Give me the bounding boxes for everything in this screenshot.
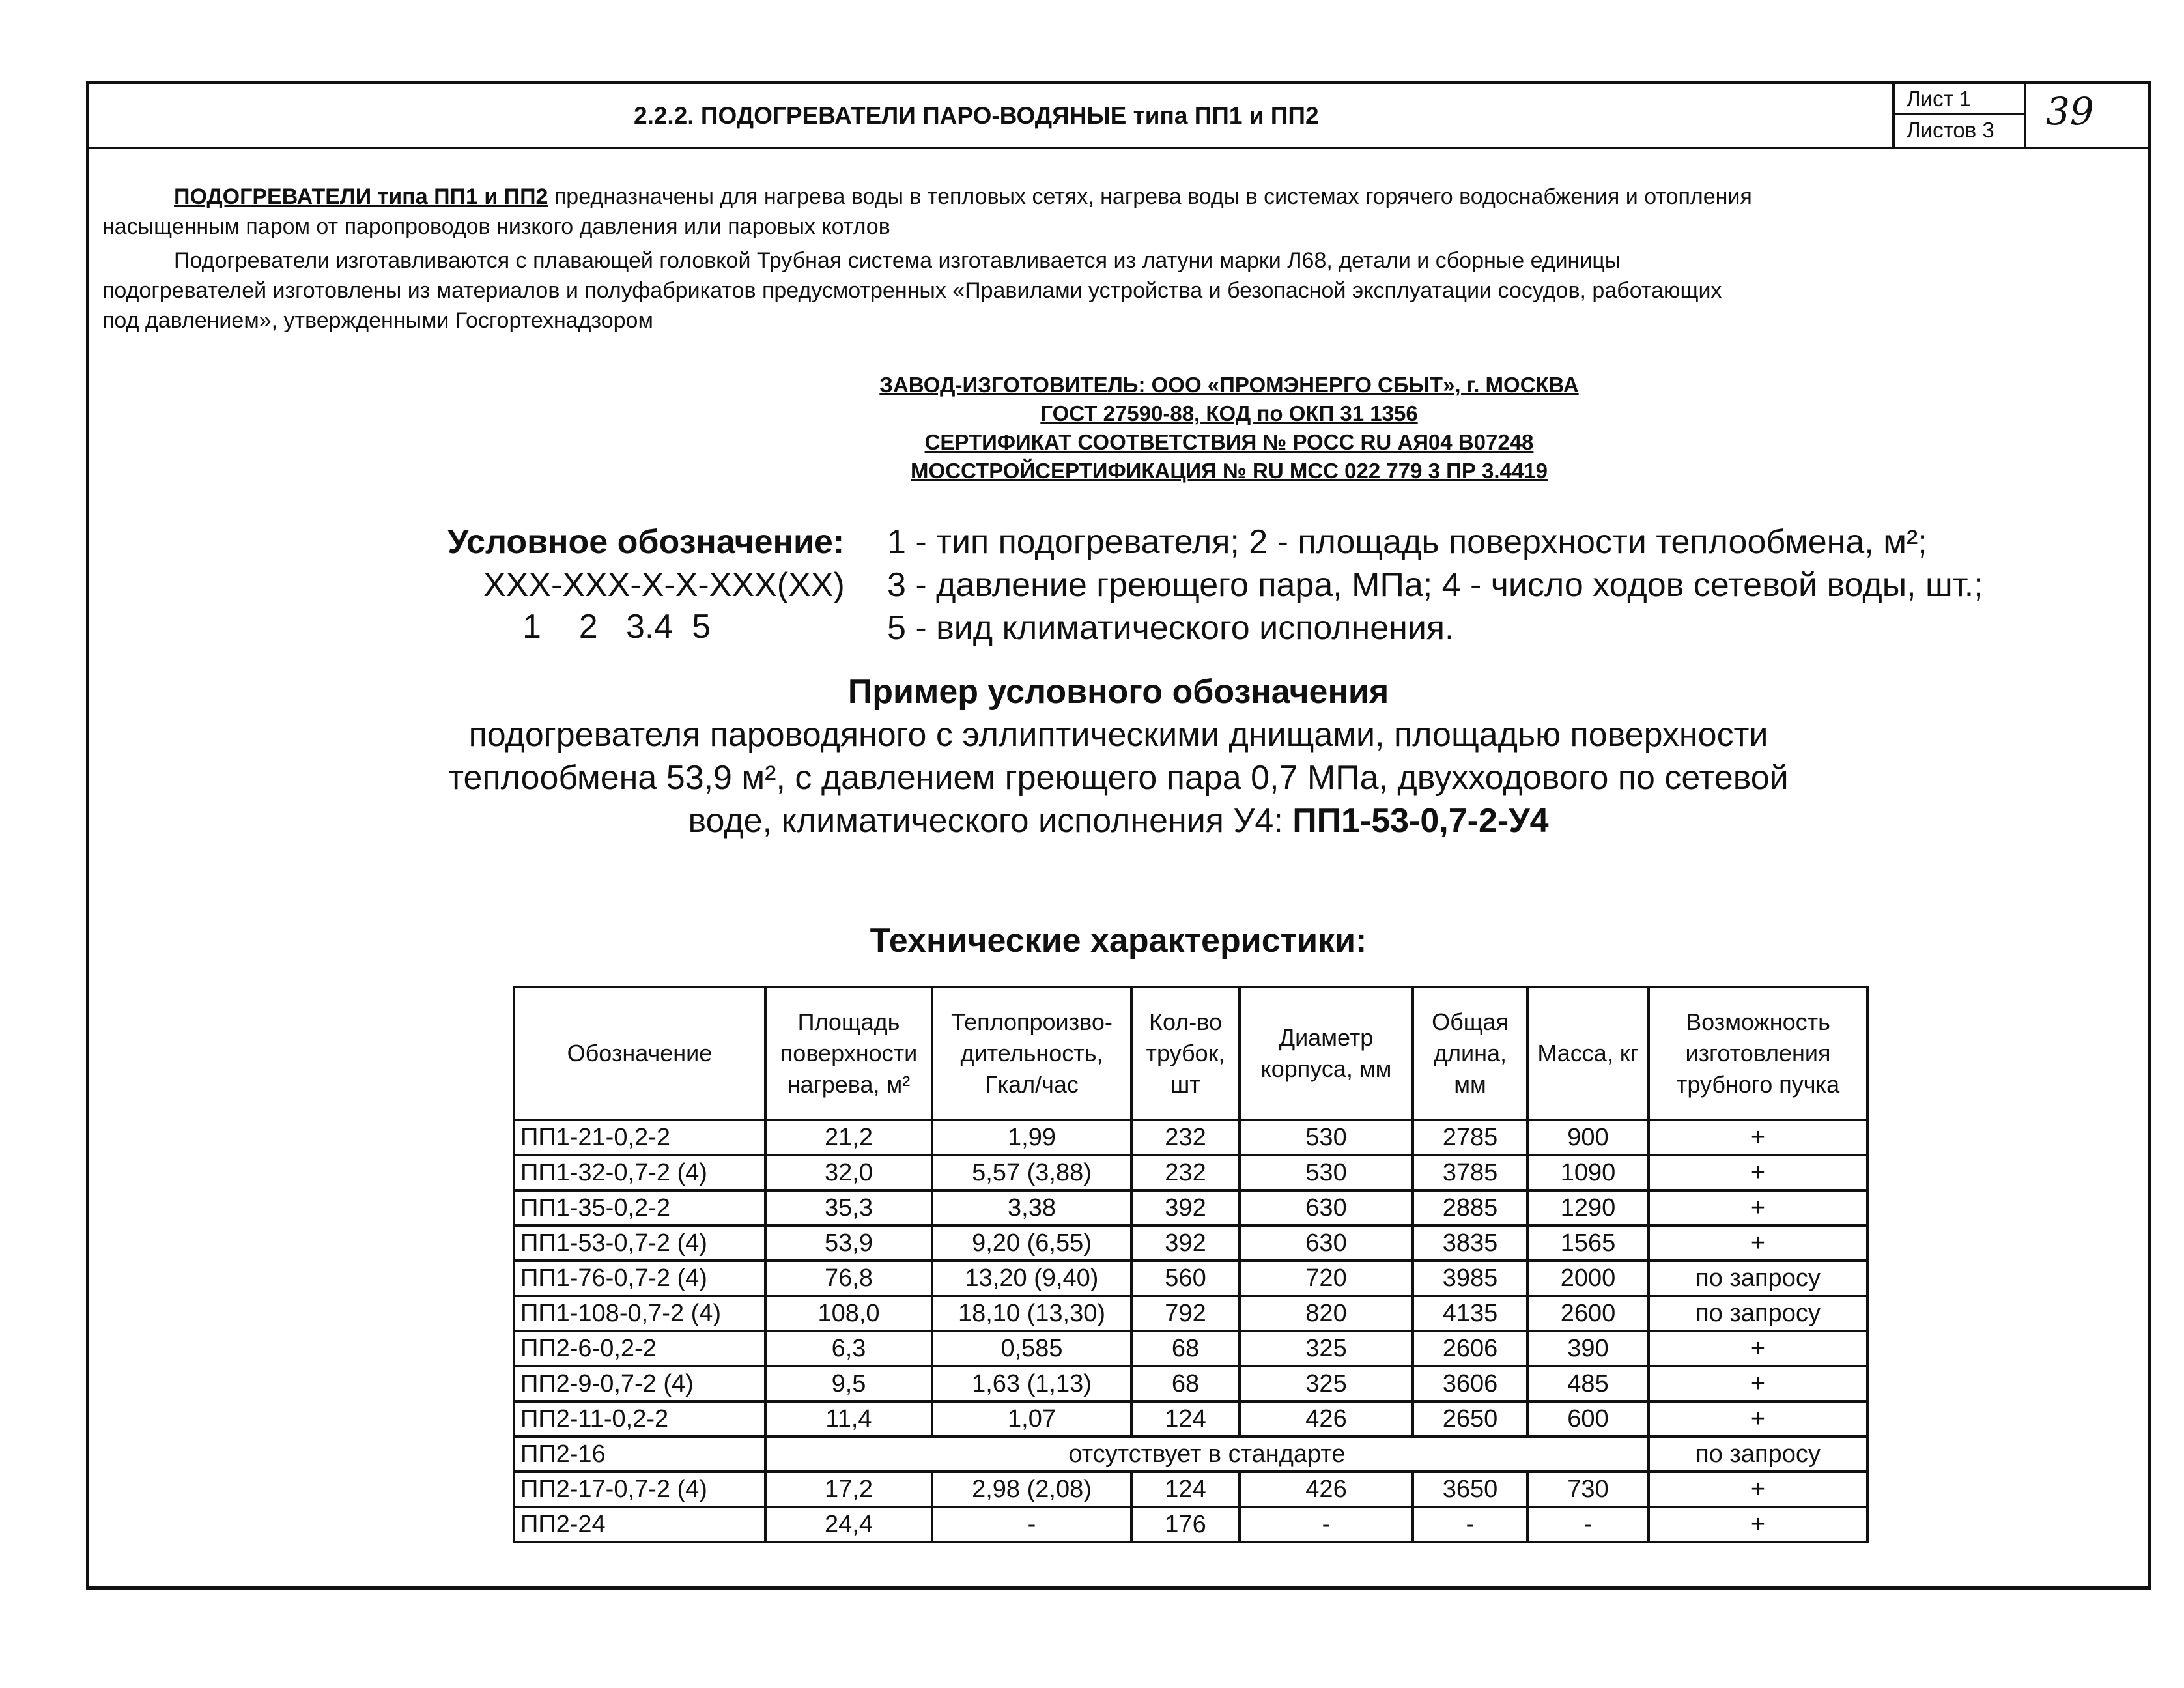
col-header-tubes: Кол-во трубок, шт [1131, 987, 1240, 1120]
col-header-diameter: Диаметр корпуса, мм [1240, 987, 1413, 1120]
cell-capacity: - [932, 1507, 1131, 1542]
intro-paragraph-2-line-2: подогревателей изготовлены из материалов и полуфабрикатов предусмотренных «Правилами устройства и безопасной эксплуатации сосудов, работающих [102, 278, 1722, 303]
cell-designation: ПП2-16 [514, 1437, 765, 1472]
cell-diameter: 426 [1240, 1401, 1413, 1437]
cell-area: 11,4 [765, 1401, 932, 1437]
cell-designation: ПП1-76-0,7-2 (4) [514, 1261, 765, 1296]
cell-tubes: 68 [1131, 1366, 1240, 1401]
cell-bundle: по запросу [1649, 1296, 1867, 1331]
col-header-length: Общая длина, мм [1413, 987, 1527, 1120]
cell-capacity: 3,38 [932, 1190, 1131, 1225]
cell-tubes: 124 [1131, 1472, 1240, 1507]
cell-capacity: 1,99 [932, 1120, 1131, 1155]
cell-mass: 730 [1527, 1472, 1649, 1507]
cell-designation: ПП1-35-0,2-2 [514, 1190, 765, 1225]
cell-diameter: 720 [1240, 1261, 1413, 1296]
col-header-mass: Масса, кг [1527, 987, 1649, 1120]
example-line-3 [89, 799, 2148, 842]
intro-paragraph-1-line-2: насыщенным паром от паропроводов низкого давления или паровых котлов [102, 214, 890, 239]
cell-tubes: 392 [1131, 1190, 1240, 1225]
intro-lead: ПОДОГРЕВАТЕЛИ типа ПП1 и ПП2 [174, 184, 548, 209]
cell-area: 6,3 [765, 1331, 932, 1366]
cell-capacity: 0,585 [932, 1331, 1131, 1366]
example-line-2: теплообмена 53,9 м², с давлением греющего пара 0,7 МПа, двухходового по сетевой [448, 759, 1789, 797]
certificate-line: СЕРТИФИКАТ СООТВЕТСТВИЯ № РОСС RU АЯ04 В07248 [924, 430, 1534, 454]
cell-area: 35,3 [765, 1190, 932, 1225]
col-header-bundle: Возможность изготовления трубного пучка [1649, 987, 1867, 1120]
cell-diameter: 530 [1240, 1155, 1413, 1190]
title-block [89, 84, 2148, 149]
cell-mass: - [1527, 1507, 1649, 1542]
cell-designation: ПП2-17-0,7-2 (4) [514, 1472, 765, 1507]
cell-diameter: 325 [1240, 1366, 1413, 1401]
col-header-capacity: Теплопроизво-дительность, Гкал/час [932, 987, 1131, 1120]
table-row [514, 1366, 1867, 1401]
table-row [514, 1472, 1867, 1507]
table-row [514, 1261, 1867, 1296]
manufacturer-line: ЗАВОД-ИЗГОТОВИТЕЛЬ: ООО «ПРОМЭНЕРГО СБЫТ», г. МОСКВА [879, 373, 1579, 397]
cell-bundle: по запросу [1649, 1437, 1867, 1472]
example-code: ПП1-53-0,7-2-У4 [1292, 802, 1549, 840]
cell-designation: ПП2-24 [514, 1507, 765, 1542]
intro-paragraph-2-line-1: Подогреватели изготавливаются с плавающей головкой Трубная система изготавливается из латуни марки Л68, детали и сборные единицы [174, 248, 1621, 273]
cell-diameter: 820 [1240, 1296, 1413, 1331]
sheets-total-label: Листов 3 [1907, 118, 1994, 142]
cell-area: 17,2 [765, 1472, 932, 1507]
cell-length: - [1413, 1507, 1527, 1542]
cell-absent-note: отсутствует в стандарте [765, 1437, 1649, 1472]
cell-designation: ПП1-108-0,7-2 (4) [514, 1296, 765, 1331]
cell-mass: 900 [1527, 1120, 1649, 1155]
designation-legend-2: 3 - давление греющего пара, МПа; 4 - число ходов сетевой воды, шт.; [887, 566, 1983, 604]
cell-capacity: 1,07 [932, 1401, 1131, 1437]
table-row [514, 1225, 1867, 1261]
cell-tubes: 176 [1131, 1507, 1240, 1542]
table-row [514, 1120, 1867, 1155]
cell-bundle: + [1649, 1401, 1867, 1437]
cell-capacity: 13,20 (9,40) [932, 1261, 1131, 1296]
cell-mass: 390 [1527, 1331, 1649, 1366]
table-row [514, 1155, 1867, 1190]
cell-mass: 1090 [1527, 1155, 1649, 1190]
cell-capacity: 5,57 (3,88) [932, 1155, 1131, 1190]
cell-length: 3650 [1413, 1472, 1527, 1507]
designation-legend-1: 1 - тип подогревателя; 2 - площадь поверхности теплообмена, м²; [887, 523, 1927, 561]
col-header-area: Площадь поверхности нагрева, м² [765, 987, 932, 1120]
cell-length: 3785 [1413, 1155, 1527, 1190]
designation-label: Условное обозначение: [447, 523, 845, 561]
cell-tubes: 792 [1131, 1296, 1240, 1331]
cell-area: 53,9 [765, 1225, 932, 1261]
cell-diameter: 325 [1240, 1331, 1413, 1366]
cell-mass: 2600 [1527, 1296, 1649, 1331]
intro-paragraph-2-line-3: под давлением», утвержденными Госгортехнадзором [102, 308, 653, 333]
certificates-block [643, 371, 1815, 494]
intro-paragraph-1-line-1 [174, 182, 2184, 212]
cell-bundle: + [1649, 1155, 1867, 1190]
cell-bundle: по запросу [1649, 1261, 1867, 1296]
document-sheet [86, 81, 2151, 1590]
page-number: 39 [2046, 89, 2094, 134]
cell-length: 3835 [1413, 1225, 1527, 1261]
col-header-designation: Обозначение [514, 987, 765, 1120]
cell-length: 2650 [1413, 1401, 1527, 1437]
table-row [514, 1507, 1867, 1542]
cell-length: 2785 [1413, 1120, 1527, 1155]
cell-length: 2606 [1413, 1331, 1527, 1366]
gost-line: ГОСТ 27590-88, КОД по ОКП 31 1356 [1040, 401, 1418, 425]
table-row [514, 1401, 1867, 1437]
cell-diameter: - [1240, 1507, 1413, 1542]
cell-length: 3606 [1413, 1366, 1527, 1401]
cell-length: 2885 [1413, 1190, 1527, 1225]
cell-tubes: 560 [1131, 1261, 1240, 1296]
page-number-cell [2024, 84, 2148, 147]
cell-tubes: 232 [1131, 1120, 1240, 1155]
table-row [514, 1437, 1867, 1472]
cell-designation: ПП1-21-0,2-2 [514, 1120, 765, 1155]
sheet-label: Лист 1 [1895, 84, 2024, 115]
cell-tubes: 392 [1131, 1225, 1240, 1261]
cell-capacity: 1,63 (1,13) [932, 1366, 1131, 1401]
cell-mass: 485 [1527, 1366, 1649, 1401]
cell-designation: ПП2-11-0,2-2 [514, 1401, 765, 1437]
cell-tubes: 232 [1131, 1155, 1240, 1190]
designation-legend-3: 5 - вид климатического исполнения. [887, 609, 1454, 647]
designation-pattern: ХХХ-ХХХ-Х-Х-ХХХ(ХХ) [483, 566, 845, 604]
specs-title: Технические характеристики: [870, 922, 1367, 960]
cell-diameter: 426 [1240, 1472, 1413, 1507]
example-title: Пример условного обозначения [847, 673, 1389, 711]
cell-mass: 1565 [1527, 1225, 1649, 1261]
intro-text: предназначены для нагрева воды в тепловых сетях, нагрева воды в системах горячего водоснабжения и отопления [548, 184, 1752, 209]
cell-bundle: + [1649, 1507, 1867, 1542]
cell-diameter: 630 [1240, 1190, 1413, 1225]
example-line-3-text: воде, климатического исполнения У4: [688, 802, 1293, 840]
designation-positions: 1 2 3.4 5 [522, 608, 711, 646]
cell-capacity: 9,20 (6,55) [932, 1225, 1131, 1261]
specs-table [513, 986, 1869, 1543]
cell-tubes: 68 [1131, 1331, 1240, 1366]
cell-capacity: 2,98 (2,08) [932, 1472, 1131, 1507]
cell-length: 4135 [1413, 1296, 1527, 1331]
cell-bundle: + [1649, 1120, 1867, 1155]
table-row [514, 1190, 1867, 1225]
table-header-row [514, 987, 1867, 1120]
cell-length: 3985 [1413, 1261, 1527, 1296]
cell-bundle: + [1649, 1225, 1867, 1261]
mosstroy-line: МОССТРОЙСЕРТИФИКАЦИЯ № RU МСС 022 779 3 ПР 3.4419 [911, 459, 1548, 483]
cell-area: 108,0 [765, 1296, 932, 1331]
cell-area: 76,8 [765, 1261, 932, 1296]
cell-mass: 1290 [1527, 1190, 1649, 1225]
cell-mass: 2000 [1527, 1261, 1649, 1296]
cell-diameter: 530 [1240, 1120, 1413, 1155]
cell-area: 24,4 [765, 1507, 932, 1542]
cell-tubes: 124 [1131, 1401, 1240, 1437]
table-row [514, 1296, 1867, 1331]
table-row [514, 1331, 1867, 1366]
cell-area: 21,2 [765, 1120, 932, 1155]
cell-designation: ПП1-32-0,7-2 (4) [514, 1155, 765, 1190]
cell-bundle: + [1649, 1331, 1867, 1366]
sheet-counter [1892, 84, 2024, 147]
section-title: 2.2.2. ПОДОГРЕВАТЕЛИ ПАРО-ВОДЯНЫЕ типа ПП1 и ПП2 [634, 102, 1319, 129]
cell-bundle: + [1649, 1472, 1867, 1507]
cell-designation: ПП1-53-0,7-2 (4) [514, 1225, 765, 1261]
cell-designation: ПП2-9-0,7-2 (4) [514, 1366, 765, 1401]
cell-designation: ПП2-6-0,2-2 [514, 1331, 765, 1366]
cell-bundle: + [1649, 1366, 1867, 1401]
cell-bundle: + [1649, 1190, 1867, 1225]
cell-area: 9,5 [765, 1366, 932, 1401]
cell-diameter: 630 [1240, 1225, 1413, 1261]
cell-capacity: 18,10 (13,30) [932, 1296, 1131, 1331]
cell-mass: 600 [1527, 1401, 1649, 1437]
example-line-1: подогревателя пароводяного с эллиптическими днищами, площадью поверхности [468, 716, 1768, 754]
cell-area: 32,0 [765, 1155, 932, 1190]
